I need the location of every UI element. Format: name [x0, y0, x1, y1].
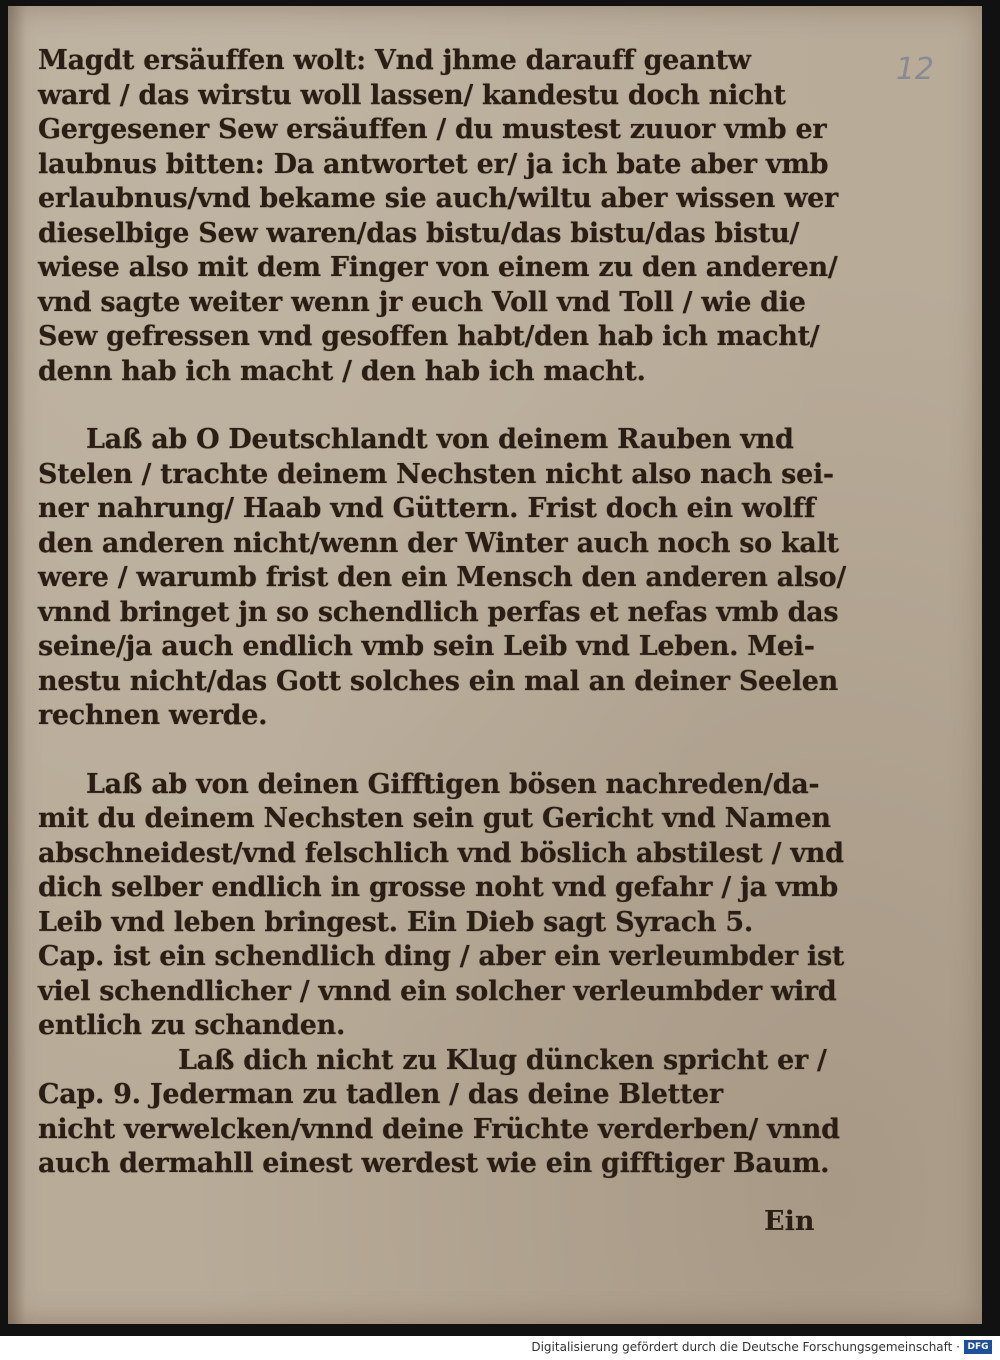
- text-line: Cap. 9. Jederman zu tadlen / das deine Bletter: [38, 1079, 723, 1110]
- footer-bar: [0, 1336, 1000, 1360]
- catchword: Ein: [764, 1206, 815, 1237]
- text-line: auch dermahll einest werdest wie ein gifftiger Baum.: [38, 1148, 830, 1179]
- text-line: vnd sagte weiter wenn jr euch Voll vnd Toll / wie die: [38, 286, 806, 318]
- text-block: [38, 44, 858, 1216]
- text-line: rechnen werde.: [38, 700, 268, 731]
- text-line: viel schendlicher / vnnd ein solcher verleumbder wird: [38, 975, 837, 1007]
- text-line: mit du deinem Nechsten sein gut Gericht vnd Namen: [38, 803, 831, 834]
- paragraph: [38, 768, 858, 1044]
- text-line: nicht verwelcken/vnnd deine Früchte verderben/ vnnd: [38, 1113, 840, 1145]
- text-line: nestu nicht/das Gott solches ein mal an deiner Seelen: [38, 665, 838, 697]
- funding-credit: Digitalisierung gefördert durch die Deutsche Forschungsgemeinschaft ·: [531, 1340, 960, 1354]
- text-line: den anderen nicht/wenn der Winter auch noch so kalt: [38, 527, 839, 559]
- text-line: Gergesener Sew ersäuffen / du mustest zuuor vmb er: [38, 114, 827, 145]
- text-line: laubnus bitten: Da antwortet er/ ja ich bate aber vmb: [38, 148, 829, 180]
- text-line: Stelen / trachte deinem Nechsten nicht also nach sei-: [38, 458, 834, 490]
- text-line: Cap. ist ein schendlich ding / aber ein verleumbder ist: [38, 941, 845, 972]
- text-line: Laß ab O Deutschlandt von deinem Rauben vnd: [86, 424, 794, 455]
- dfg-logo-icon: DFG: [964, 1340, 992, 1354]
- paragraph: [38, 44, 858, 389]
- book-page: [8, 6, 982, 1324]
- text-line: dich selber endlich in grosse noht vnd gefahr / ja vmb: [38, 872, 838, 903]
- text-line: Leib vnd leben bringest. Ein Dieb sagt Syrach 5.: [38, 906, 753, 938]
- text-line: were / warumb frist den ein Mensch den anderen also/: [38, 562, 846, 593]
- text-line: dieselbige Sew waren/das bistu/das bistu/das bistu/: [38, 217, 800, 249]
- text-line: Laß dich nicht zu Klug düncken spricht er /: [178, 1044, 827, 1076]
- text-line: Laß ab von deinen Gifftigen bösen nachreden/da-: [86, 768, 820, 800]
- text-line: entlich zu schanden.: [38, 1010, 346, 1041]
- text-line: vnnd bringet jn so schendlich perfas et nefas vmb das: [38, 596, 839, 628]
- text-line: abschneidest/vnd felschlich vnd böslich abstilest / vnd: [38, 837, 844, 869]
- text-line: denn hab ich macht / den hab ich macht.: [38, 355, 646, 387]
- paragraph: [38, 1044, 858, 1182]
- text-line: seine/ja auch endlich vmb sein Leib vnd Leben. Mei-: [38, 631, 815, 662]
- text-line: wiese also mit dem Finger von einem zu den anderen/: [38, 252, 838, 283]
- paragraph: [38, 423, 858, 734]
- text-line: ner nahrung/ Haab vnd Güttern. Frist doch ein wolff: [38, 493, 816, 524]
- folio-number: 12: [895, 52, 934, 87]
- text-line: Sew gefressen vnd gesoffen habt/den hab ich macht/: [38, 321, 820, 352]
- text-line: ward / das wirstu woll lassen/ kandestu doch nicht: [38, 79, 786, 111]
- text-line: Magdt ersäuffen wolt: Vnd jhme darauff geantw: [38, 45, 751, 76]
- text-line: erlaubnus/vnd bekame sie auch/wiltu aber wissen wer: [38, 183, 838, 214]
